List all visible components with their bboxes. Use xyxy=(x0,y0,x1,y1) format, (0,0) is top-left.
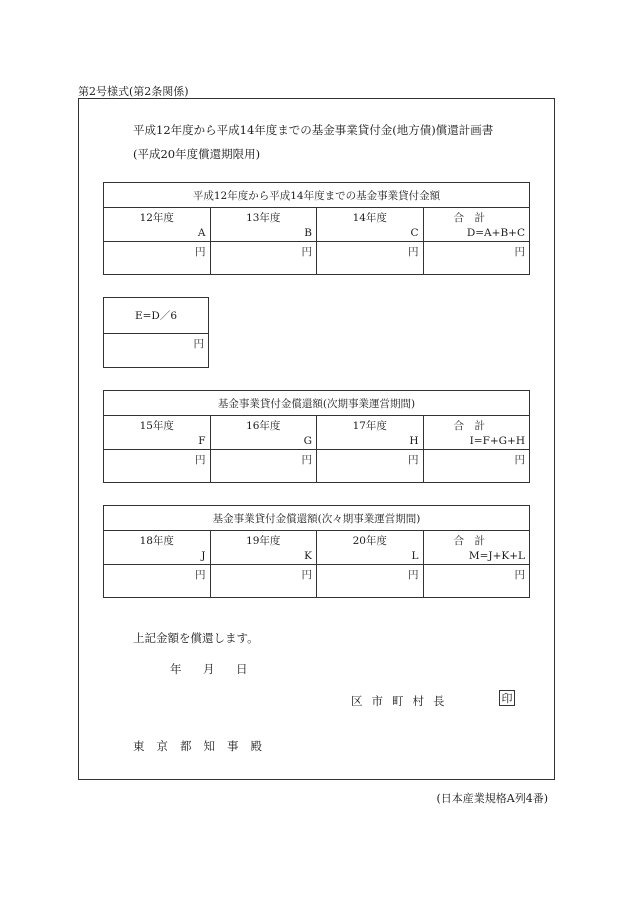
column-letter: B xyxy=(304,227,312,239)
column-letter: C xyxy=(410,227,419,239)
amount-field[interactable]: 円 xyxy=(317,450,424,483)
column-name: 18年度 xyxy=(139,535,174,547)
column-label-cell xyxy=(423,416,530,450)
annual-share-table xyxy=(103,297,209,368)
loan-amount-table-header: 平成12年度から平成14年度までの基金事業貸付金額 xyxy=(104,183,530,208)
column-label-cell xyxy=(423,531,530,565)
column-name: 14年度 xyxy=(352,212,387,224)
amount-field[interactable]: 円 xyxy=(317,565,424,598)
date-year-label: 年 xyxy=(170,662,182,676)
form-number-label: 第2号様式(第2条関係) xyxy=(78,85,189,98)
following-period-table-header: 基金事業貸付金償還額(次々期事業運営期間) xyxy=(104,506,530,531)
column-letter: A xyxy=(197,227,206,239)
date-month-label: 月 xyxy=(203,662,215,676)
amount-field[interactable]: 円 xyxy=(210,565,317,598)
date-day-label: 日 xyxy=(236,662,248,676)
following-period-repayment-table xyxy=(103,505,530,598)
amount-field[interactable]: 円 xyxy=(423,565,530,598)
column-label-cell xyxy=(423,208,530,242)
annual-share-header: E=D／6 xyxy=(104,298,209,334)
column-label-cell xyxy=(210,531,317,565)
amount-field[interactable]: 円 xyxy=(104,242,211,275)
addressee: 東京都知事殿 xyxy=(133,739,274,753)
column-label-cell xyxy=(104,416,211,450)
column-name: 17年度 xyxy=(352,420,387,432)
column-letter: F xyxy=(198,435,206,447)
document-title: 平成12年度から平成14年度までの基金事業貸付金(地方債)償還計画書 xyxy=(133,123,494,137)
amount-field[interactable]: 円 xyxy=(104,565,211,598)
amount-field[interactable]: 円 xyxy=(423,450,530,483)
column-label-cell xyxy=(317,531,424,565)
amount-field[interactable]: 円 xyxy=(104,450,211,483)
column-label-cell xyxy=(104,531,211,565)
column-name: 16年度 xyxy=(246,420,281,432)
column-letter: D=A+B+C xyxy=(466,227,525,239)
amount-field[interactable]: 円 xyxy=(317,242,424,275)
column-label-cell xyxy=(210,208,317,242)
column-letter: L xyxy=(411,550,419,562)
column-name: 合 計 xyxy=(453,420,485,432)
column-letter: M=J+K+L xyxy=(468,550,525,562)
column-name: 20年度 xyxy=(352,535,387,547)
seal-mark: 印 xyxy=(499,690,515,706)
loan-amount-table xyxy=(103,182,530,275)
column-label-cell xyxy=(104,208,211,242)
column-name: 13年度 xyxy=(246,212,281,224)
paper-size-note: (日本産業規格A列4番) xyxy=(436,792,548,805)
amount-field[interactable]: 円 xyxy=(210,242,317,275)
amount-field[interactable]: 円 xyxy=(104,334,209,368)
next-period-repayment-table xyxy=(103,390,530,483)
column-name: 15年度 xyxy=(139,420,174,432)
column-label-cell xyxy=(210,416,317,450)
column-letter: J xyxy=(201,550,206,562)
column-name: 12年度 xyxy=(139,212,174,224)
column-label-cell xyxy=(317,416,424,450)
repayment-statement: 上記金額を償還します。 xyxy=(133,631,259,645)
column-label-cell xyxy=(317,208,424,242)
column-letter: I=F+G+H xyxy=(469,435,525,447)
column-name: 19年度 xyxy=(246,535,281,547)
signer-title: 区市町村長 xyxy=(351,694,454,708)
column-letter: H xyxy=(409,435,419,447)
next-period-table-header: 基金事業貸付金償還額(次期事業運営期間) xyxy=(104,391,530,416)
column-letter: G xyxy=(303,435,312,447)
column-name: 合 計 xyxy=(453,212,485,224)
column-name: 合 計 xyxy=(453,535,485,547)
document-subtitle: (平成20年度償還期限用) xyxy=(133,147,261,161)
amount-field[interactable]: 円 xyxy=(423,242,530,275)
column-letter: K xyxy=(304,550,312,562)
amount-field[interactable]: 円 xyxy=(210,450,317,483)
